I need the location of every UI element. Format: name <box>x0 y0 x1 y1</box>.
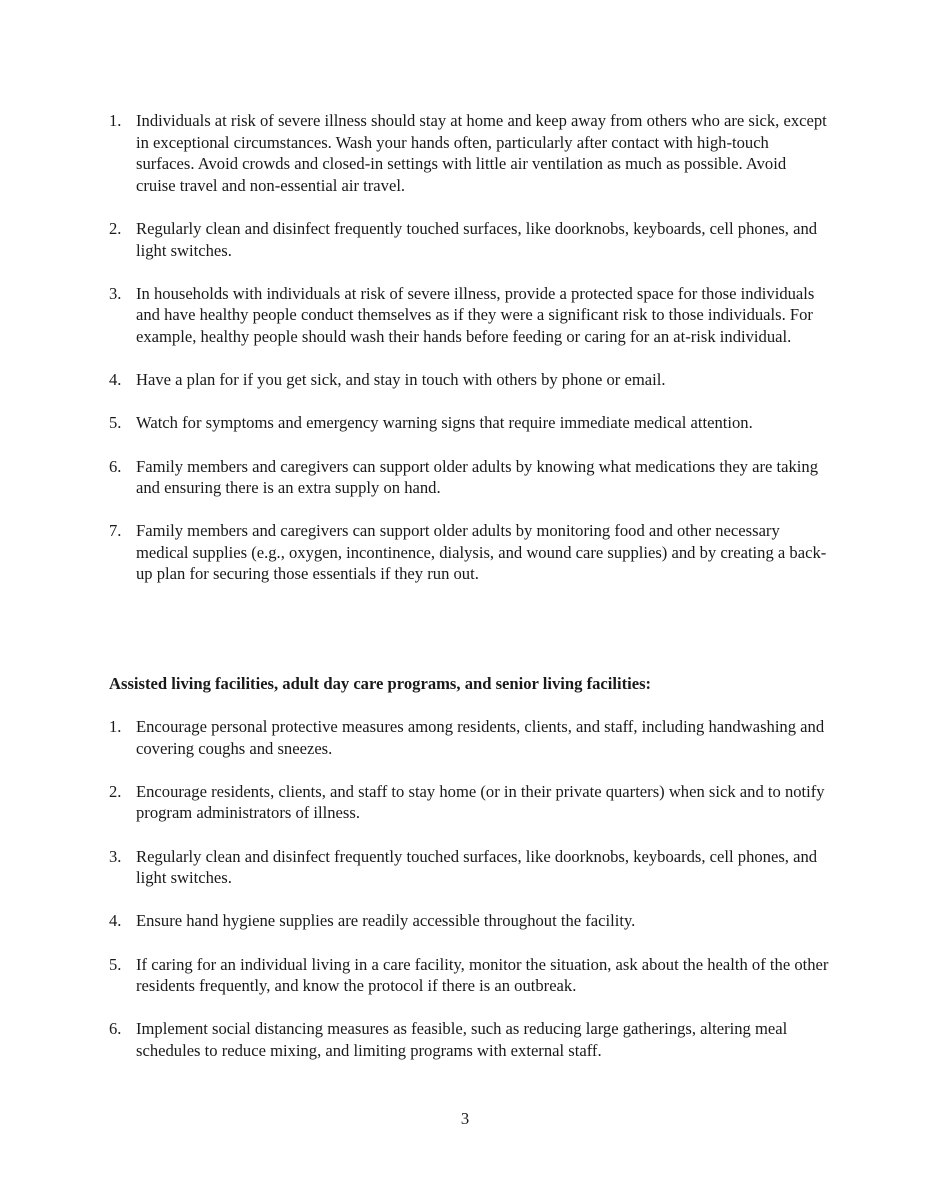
list-item-text: In households with individuals at risk of severe illness, provide a protected space for those individuals and have healthy people conduct themselves as if they were a significant risk to those individuals. For example, healthy people should wash their hands before feeding or caring for an at-risk individual. <box>136 283 815 346</box>
list-item-text: If caring for an individual living in a care facility, monitor the situation, ask about the health of the other residents frequently, and know the protocol if there is an outbreak. <box>136 954 829 996</box>
list-item-text: Ensure hand hygiene supplies are readily accessible throughout the facility. <box>136 911 636 931</box>
list-item-text: Encourage personal protective measures among residents, clients, and staff, including handwashing and covering coughs and sneezes. <box>136 717 825 758</box>
list-item <box>109 110 829 196</box>
list-item-text: Regularly clean and disinfect frequently touched surfaces, like doorknobs, keyboards, cell phones, and light switches. <box>136 846 818 888</box>
list-item <box>109 218 829 261</box>
list-item-number: 4. <box>109 370 122 390</box>
section-heading: Assisted living facilities, adult day care programs, and senior living facilities: <box>109 674 652 693</box>
list-item-text: Regularly clean and disinfect frequently touched surfaces, like doorknobs, keyboards, cell phones, and light switches. <box>136 218 818 260</box>
list-item-text: Family members and caregivers can support older adults by monitoring food and other necessary medical supplies (e.g., oxygen, incontinence, dialysis, and wound care supplies) and by creating a back-up plan for securing those essentials if they run out. <box>136 521 827 584</box>
list-item-number: 6. <box>109 456 122 476</box>
list-item <box>109 456 829 499</box>
facilities-guidance-list <box>109 716 829 1083</box>
list-item-text: Watch for symptoms and emergency warning signs that require immediate medical attention. <box>136 413 753 433</box>
list-item <box>109 846 829 889</box>
list-item-number: 5. <box>109 954 122 974</box>
list-item-text: Family members and caregivers can support older adults by knowing what medications they are taking and ensuring there is an extra supply on hand. <box>136 456 819 498</box>
list-item-text: Individuals at risk of severe illness should stay at home and keep away from others who are sick, except in exceptional circumstances. Wash your hands often, particularly after contact with high-touch surfaces. Avoid crowds and closed-in settings with little air ventilation as much as possible. Avoid cruise travel and non-essential air travel. <box>136 111 827 195</box>
list-item-number: 3. <box>109 283 122 303</box>
list-item-number: 1. <box>109 111 122 130</box>
list-item-text: Encourage residents, clients, and staff to stay home (or in their private quarters) when sick and to notify program administrators of illness. <box>136 781 825 823</box>
list-item <box>109 412 829 434</box>
list-item <box>109 910 829 932</box>
list-item-number: 6. <box>109 1019 122 1039</box>
list-item-number: 2. <box>109 218 122 238</box>
list-item <box>109 283 829 348</box>
list-item-text: Implement social distancing measures as feasible, such as reducing large gatherings, altering meal schedules to reduce mixing, and limiting programs with external staff. <box>136 1019 788 1060</box>
general-guidance-list <box>109 110 829 607</box>
list-item <box>109 781 829 824</box>
list-item <box>109 954 829 997</box>
list-item-text: Have a plan for if you get sick, and stay in touch with others by phone or email. <box>136 370 666 390</box>
page-number: 3 <box>460 1109 470 1128</box>
list-item <box>109 520 829 585</box>
list-item-number: 5. <box>109 413 122 433</box>
list-item <box>109 1018 829 1061</box>
list-item <box>109 716 829 759</box>
list-item <box>109 369 829 391</box>
list-item-number: 3. <box>109 846 122 866</box>
list-item-number: 4. <box>109 911 122 931</box>
list-item-number: 2. <box>109 781 122 801</box>
list-item-number: 1. <box>109 717 122 736</box>
list-item-number: 7. <box>109 521 122 541</box>
